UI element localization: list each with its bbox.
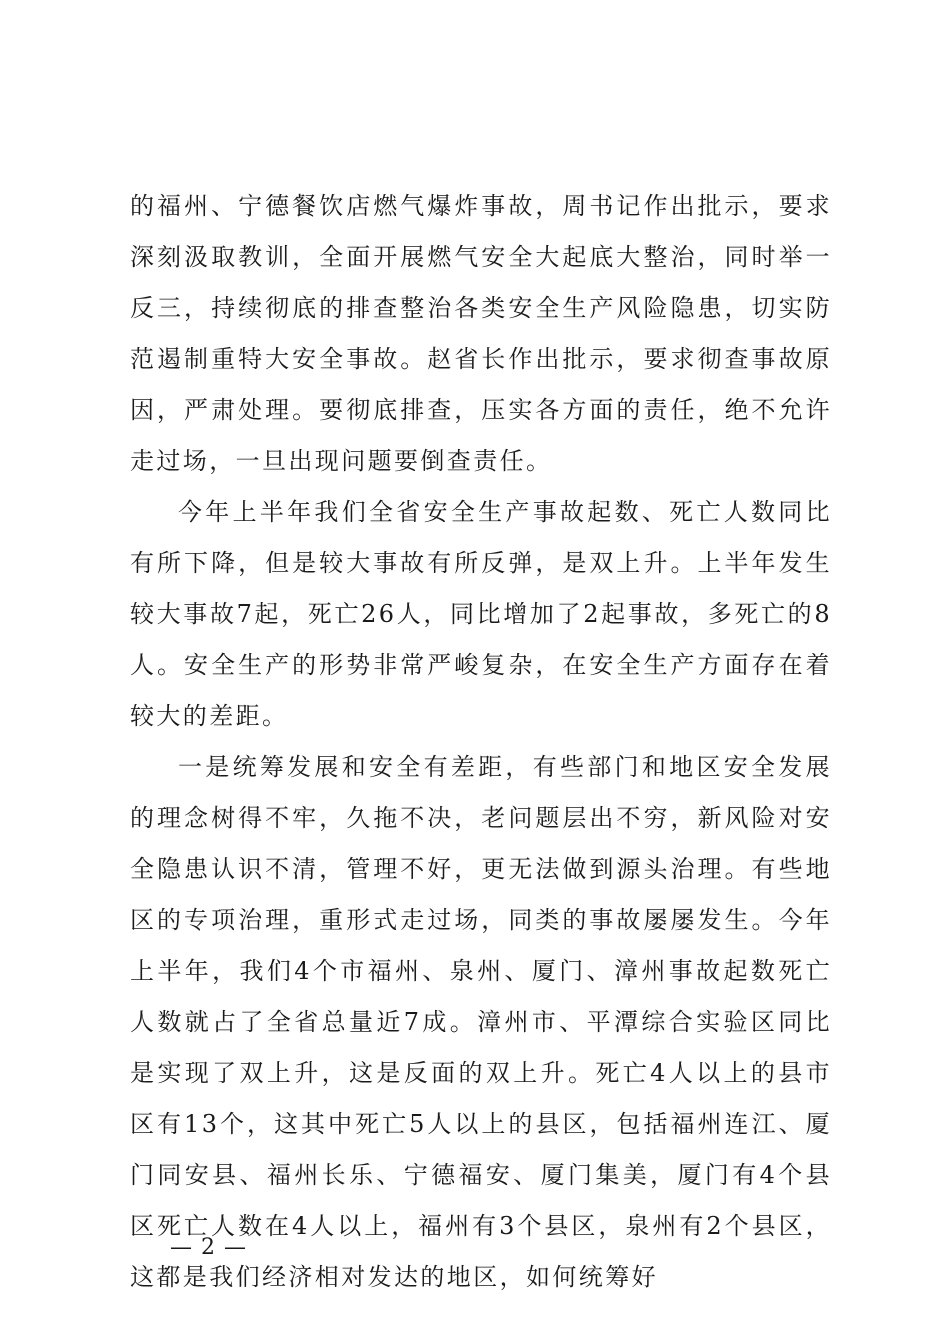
document-body (130, 181, 832, 1303)
paragraph-2: 今年上半年我们全省安全生产事故起数、死亡人数同比有所下降，但是较大事故有所反弹，是双上升。上半年发生较大事故7起，死亡26人，同比增加了2起事故，多死亡的8人。安全生产的形势非常严峻复杂，在安全生产方面存在着较大的差距。 (130, 498, 832, 730)
paragraph-3: 一是统筹发展和安全有差距，有些部门和地区安全发展的理念树得不牢，久拖不决，老问题层出不穷，新风险对安全隐患认识不清，管理不好，更无法做到源头治理。有些地区的专项治理，重形式走过场，同类的事故屡屡发生。今年上半年，我们4个市福州、泉州、厦门、漳州事故起数死亡人数就占了全省总量近7成。漳州市、平潭综合实验区同比是实现了双上升，这是反面的双上升。死亡4人以上的县市区有13个，这其中死亡5人以上的县区，包括福州连江、厦门同安县、福州长乐、宁德福安、厦门集美，厦门有4个县区死亡人数在4人以上，福州有3个县区，泉州有2个县区，这都是我们经济相对发达的地区，如何统筹好 (130, 753, 832, 1291)
paragraph-1: 的福州、宁德餐饮店燃气爆炸事故，周书记作出批示，要求深刻汲取教训，全面开展燃气安全大起底大整治，同时举一反三，持续彻底的排查整治各类安全生产风险隐患，切实防范遏制重特大安全事故。赵省长作出批示，要求彻查事故原因，严肃处理。要彻底排查，压实各方面的责任，绝不允许走过场，一旦出现问题要倒查责任。 (130, 192, 832, 475)
page-number: — 2 — (170, 1235, 247, 1260)
